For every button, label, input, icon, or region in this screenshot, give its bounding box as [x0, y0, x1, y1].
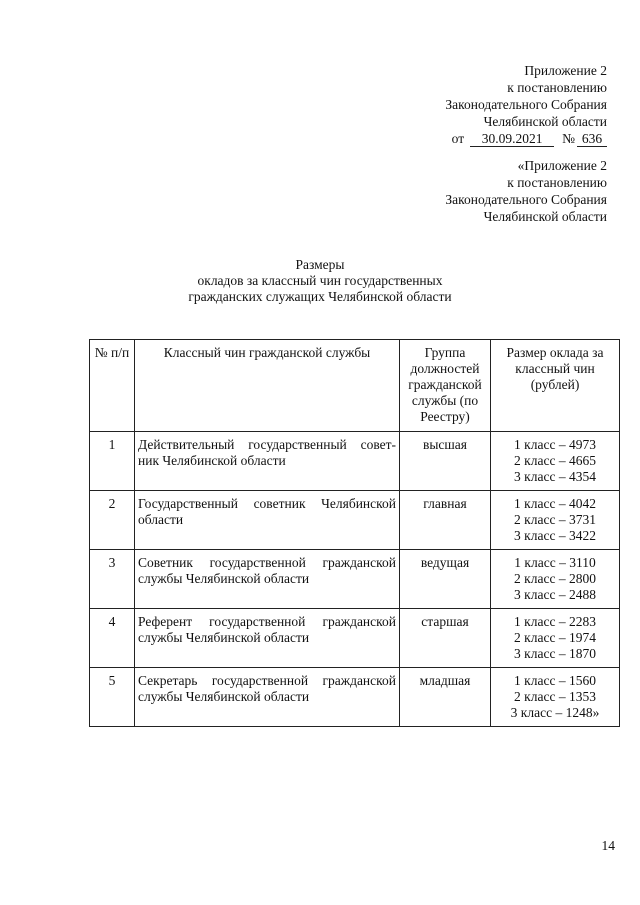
header-salary: Размер оклада за классный чин (рублей) [491, 340, 620, 432]
row-group: старшая [400, 609, 491, 668]
salary-line: 2 класс – 4665 [514, 453, 596, 468]
row-rank: Референт государственной гражданской службы Челябинской области [135, 609, 400, 668]
from-label: от [451, 131, 465, 146]
row-group: младшая [400, 668, 491, 727]
row-num: 2 [90, 491, 135, 550]
row-salaries [491, 550, 620, 609]
table-row [90, 609, 620, 668]
salary-line: 1 класс – 3110 [514, 555, 596, 570]
row-rank: Секретарь государственной гражданской службы Челябинской области [135, 668, 400, 727]
decree-date: 30.09.2021 [470, 132, 554, 147]
salary-line: 2 класс – 1353 [514, 689, 596, 704]
salary-line: 1 класс – 4973 [514, 437, 596, 452]
title-line: окладов за классный чин государственных [197, 273, 443, 288]
salary-line: 1 класс – 4042 [514, 496, 596, 511]
appendix-quoted-header [445, 157, 607, 225]
page-number: 14 [601, 838, 615, 853]
decree-line [445, 130, 607, 147]
table-header-row [90, 340, 620, 432]
salary-line: 2 класс – 2800 [514, 571, 596, 586]
row-num: 1 [90, 432, 135, 491]
header-group: Группа должностей гражданской службы (по Реестру) [400, 340, 491, 432]
title-line: гражданских служащих Челябинской области [188, 289, 452, 304]
row-rank: Советник государственной гражданской службы Челябинской области [135, 550, 400, 609]
row-salaries [491, 609, 620, 668]
appendix-line: Законодательного Собрания [445, 192, 607, 207]
row-group: высшая [400, 432, 491, 491]
salary-line: 2 класс – 1974 [514, 630, 596, 645]
row-salaries [491, 432, 620, 491]
salary-line: 1 класс – 1560 [514, 673, 596, 688]
appendix-line: Законодательного Собрания [445, 97, 607, 112]
salary-line: 2 класс – 3731 [514, 512, 596, 527]
document-title [0, 257, 640, 305]
table-row [90, 550, 620, 609]
appendix-line: Челябинской области [483, 209, 607, 224]
table-row [90, 491, 620, 550]
appendix-line: к постановлению [507, 80, 607, 95]
row-group: главная [400, 491, 491, 550]
salary-line: 3 класс – 2488 [514, 587, 596, 602]
row-salaries [491, 668, 620, 727]
decree-number: 636 [577, 132, 607, 147]
row-num: 5 [90, 668, 135, 727]
table-row [90, 668, 620, 727]
salary-table [89, 339, 620, 727]
row-rank: Государственный советник Челябинской области [135, 491, 400, 550]
header-rank: Классный чин гражданской службы [135, 340, 400, 432]
number-label: № [562, 131, 575, 146]
row-rank: Действительный государственный совет-ник Челябинской области [135, 432, 400, 491]
appendix-line: Приложение 2 [524, 63, 607, 78]
table-row [90, 432, 620, 491]
salary-line: 3 класс – 1248» [510, 705, 600, 720]
title-line: Размеры [295, 257, 345, 272]
row-salaries [491, 491, 620, 550]
row-num: 4 [90, 609, 135, 668]
salary-line: 3 класс – 3422 [514, 528, 596, 543]
salary-line: 1 класс – 2283 [514, 614, 596, 629]
row-num: 3 [90, 550, 135, 609]
appendix-header [445, 62, 607, 147]
appendix-line: Челябинской области [483, 114, 607, 129]
header-num: № п/п [90, 340, 135, 432]
appendix-line: к постановлению [507, 175, 607, 190]
row-group: ведущая [400, 550, 491, 609]
salary-line: 3 класс – 1870 [514, 646, 596, 661]
appendix-line: «Приложение 2 [517, 158, 607, 173]
salary-line: 3 класс – 4354 [514, 469, 596, 484]
